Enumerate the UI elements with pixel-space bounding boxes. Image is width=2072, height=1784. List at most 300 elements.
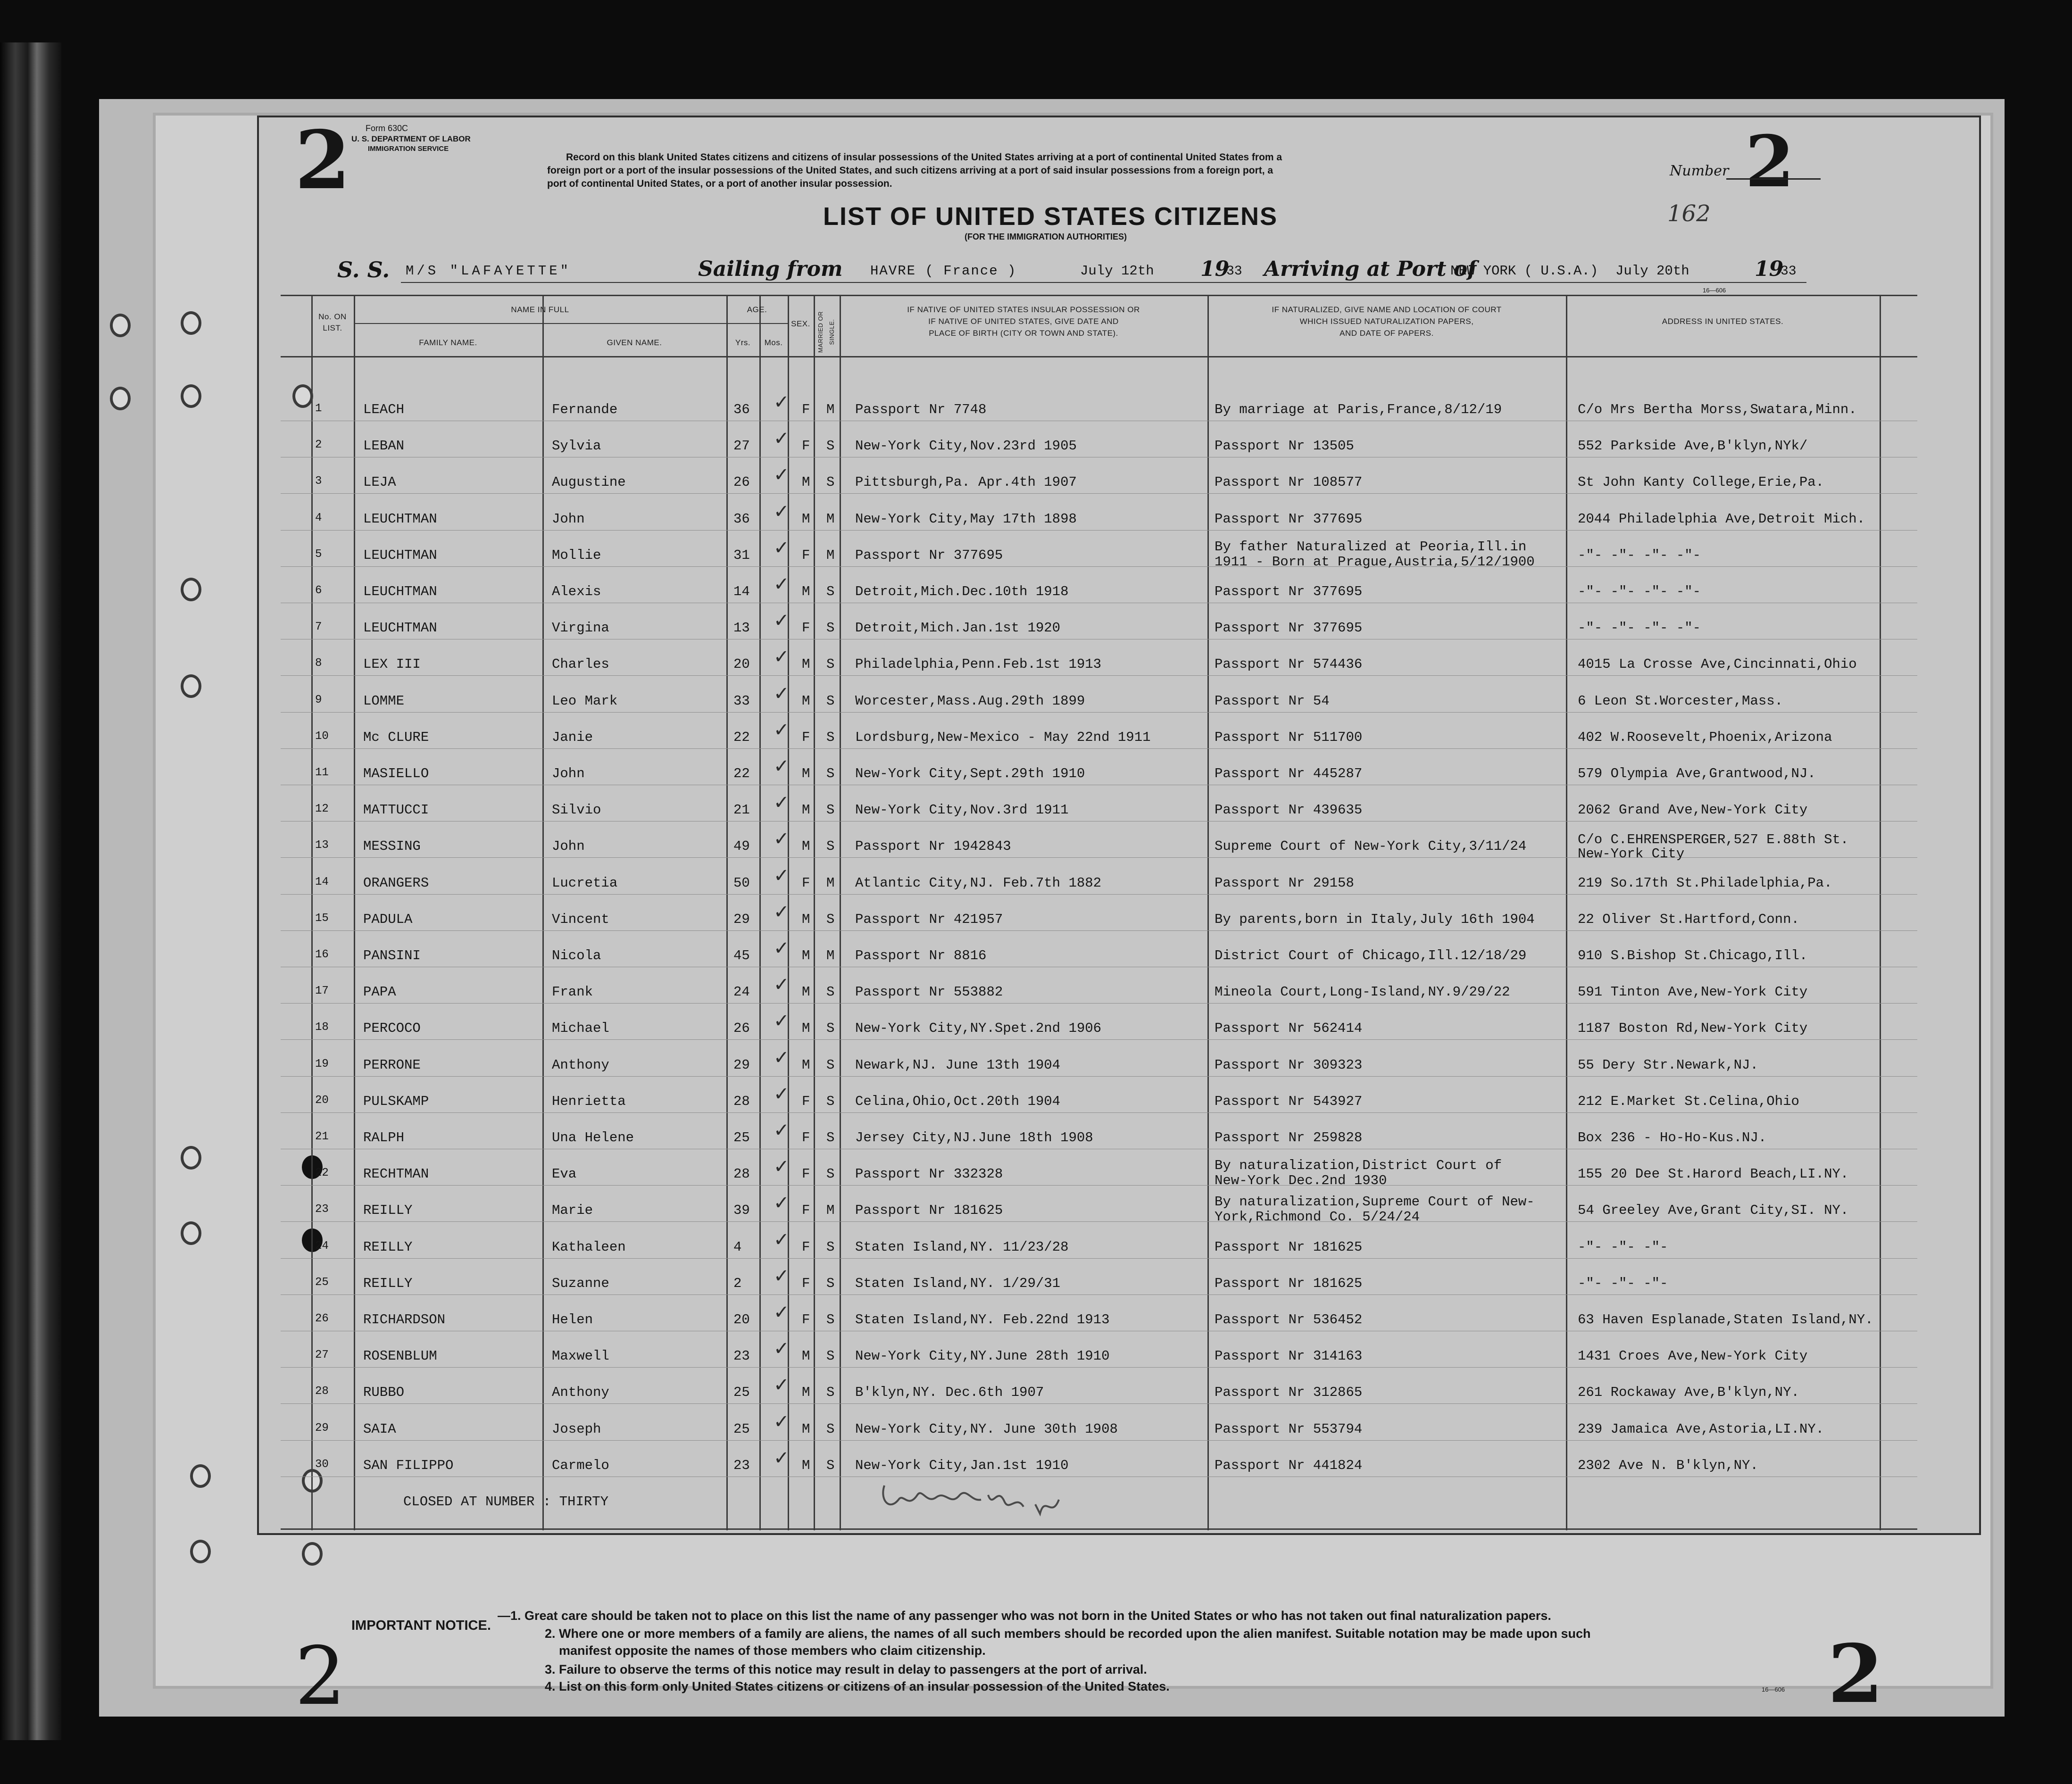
film-edge [0, 42, 61, 1740]
row-rule [281, 493, 1917, 494]
marital-status: S [826, 838, 835, 855]
column-rule [1207, 295, 1209, 1530]
marital-status: S [826, 1457, 835, 1473]
sheet-number-bottom-right: 2 [1828, 1627, 1884, 1721]
notice-item-4: 4. List on this form only United States citizens or citizens of an insular possession of the United States. [545, 1679, 1170, 1693]
family-name: REILLY [363, 1203, 413, 1219]
family-name: PANSINI [363, 948, 421, 963]
age-years: 24 [733, 984, 750, 1000]
sex: M [802, 984, 810, 1000]
row-rule [281, 1221, 1917, 1222]
given-name: Marie [552, 1203, 593, 1219]
sailing-year: 33 [1226, 264, 1242, 279]
list-number: 5 [315, 548, 322, 561]
list-number: 8 [315, 657, 322, 670]
marital-status: M [826, 511, 835, 527]
us-address: 910 S.Bishop St.Chicago,Ill. [1578, 948, 1808, 963]
family-name: MESSING [363, 838, 421, 855]
service-label: IMMIGRATION SERVICE [368, 145, 449, 153]
birth-info: B'klyn,NY. Dec.6th 1907 [855, 1385, 1044, 1401]
arriving-port: NEW YORK ( U.S.A.) [1450, 263, 1598, 279]
check-mark: ✓ [774, 428, 790, 450]
sex: F [802, 1312, 810, 1328]
sailing-year-prefix: 19 [1200, 257, 1230, 281]
given-name: Mollie [552, 547, 601, 563]
check-mark: ✓ [774, 901, 790, 923]
department-label: U. S. DEPARTMENT OF LABOR [351, 134, 471, 143]
age-subheader-rule [726, 323, 788, 324]
list-number: 7 [315, 621, 322, 634]
header-mos: Mos. [764, 338, 783, 347]
given-name: Silvio [552, 802, 601, 818]
us-address: 55 Dery Str.Newark,NJ. [1578, 1057, 1758, 1073]
marital-status: S [826, 1057, 835, 1073]
us-address: 63 Haven Esplanade,Staten Island,NY. [1578, 1312, 1873, 1328]
check-mark: ✓ [774, 1192, 790, 1214]
naturalization-info: Passport Nr 377695 [1215, 620, 1363, 636]
page-title: LIST OF UNITED STATES CITIZENS [823, 202, 1278, 231]
given-name: Suzanne [552, 1275, 609, 1291]
row-rule [281, 1185, 1917, 1186]
naturalization-info: Passport Nr 314163 [1215, 1348, 1363, 1364]
birth-info: Atlantic City,NJ. Feb.7th 1882 [855, 875, 1102, 891]
row-rule [281, 675, 1917, 676]
check-mark: ✓ [774, 1046, 790, 1069]
binder-hole [181, 578, 201, 601]
age-years: 25 [733, 1421, 750, 1437]
birth-info: Staten Island,NY. 1/29/31 [855, 1275, 1061, 1291]
marital-status: S [826, 1421, 835, 1437]
naturalization-info: Passport Nr 13505 [1215, 438, 1354, 454]
family-name: LEUCHTMAN [363, 584, 437, 599]
list-number: 4 [315, 511, 322, 524]
list-number: 6 [315, 584, 322, 597]
age-years: 45 [733, 948, 750, 963]
sex: F [802, 1203, 810, 1219]
binder-hole [181, 384, 201, 408]
binder-hole [181, 1221, 201, 1245]
family-name: LOMME [363, 693, 405, 709]
row-rule [281, 566, 1917, 567]
given-name: Joseph [552, 1421, 601, 1437]
us-address: Box 236 - Ho-Ho-Kus.NJ. [1578, 1130, 1767, 1145]
naturalization-info: Passport Nr 181625 [1215, 1275, 1363, 1291]
family-name: Mc CLURE [363, 729, 429, 745]
age-years: 25 [733, 1385, 750, 1401]
age-years: 21 [733, 802, 750, 818]
family-name: LEX III [363, 656, 421, 672]
naturalization-info-cont: New-York Dec.2nd 1930 [1215, 1173, 1387, 1189]
check-mark: ✓ [774, 938, 790, 959]
given-name: Leo Mark [552, 693, 618, 709]
naturalization-info: Passport Nr 562414 [1215, 1021, 1363, 1037]
sex: F [802, 402, 810, 417]
given-name: Kathaleen [552, 1239, 626, 1255]
given-name: Anthony [552, 1385, 609, 1401]
birth-info: Worcester,Mass.Aug.29th 1899 [855, 693, 1085, 709]
us-address: 6 Leon St.Worcester,Mass. [1578, 693, 1783, 709]
us-address: 2302 Ave N. B'klyn,NY. [1578, 1457, 1758, 1473]
us-address: 219 So.17th St.Philadelphia,Pa. [1578, 875, 1832, 891]
us-address: 22 Oliver St.Hartford,Conn. [1578, 911, 1799, 927]
given-name: Frank [552, 984, 593, 1000]
naturalization-info-cont: York,Richmond Co. 5/24/24 [1215, 1209, 1420, 1225]
naturalization-info: Passport Nr 54 [1215, 693, 1330, 709]
age-years: 25 [733, 1130, 750, 1145]
sex: F [802, 620, 810, 636]
closing-note: CLOSED AT NUMBER : THIRTY [403, 1494, 609, 1510]
age-years: 23 [733, 1457, 750, 1473]
binder-hole [190, 1540, 211, 1563]
column-rule [311, 295, 313, 1530]
marital-status: S [826, 1239, 835, 1255]
us-address: -"- -"- -"- -"- [1578, 620, 1701, 636]
sex: M [802, 802, 810, 818]
binder-hole [110, 387, 131, 410]
sheet-number-top: 2 [295, 113, 351, 207]
family-name: LEUCHTMAN [363, 547, 437, 563]
sex: F [802, 875, 810, 891]
birth-info: Passport Nr 553882 [855, 984, 1003, 1000]
marital-status: S [826, 656, 835, 672]
check-mark: ✓ [774, 1447, 790, 1469]
column-rule [759, 295, 761, 1530]
list-number: 27 [315, 1349, 329, 1362]
header-natur-line-3: AND DATE OF PAPERS. [1340, 329, 1434, 338]
age-years: 22 [733, 766, 750, 781]
given-name: Vincent [552, 911, 609, 927]
sex: M [802, 474, 810, 490]
family-name: ROSENBLUM [363, 1348, 437, 1364]
check-mark: ✓ [774, 537, 790, 559]
header-yrs: Yrs. [735, 338, 751, 347]
number-underline [1726, 178, 1821, 180]
sex: M [802, 584, 810, 599]
family-name: LEUCHTMAN [363, 620, 437, 636]
column-rule [1566, 295, 1567, 1530]
sex: M [802, 1385, 810, 1401]
header-no-on-list: No. ON LIST. [318, 312, 347, 332]
age-years: 27 [733, 438, 750, 454]
table-bottom-rule [281, 1528, 1917, 1530]
us-address: 2044 Philadelphia Ave,Detroit Mich. [1578, 511, 1865, 527]
sex: M [802, 1348, 810, 1364]
birth-info: Staten Island,NY. 11/23/28 [855, 1239, 1069, 1255]
header-family-name: FAMILY NAME. [419, 338, 477, 347]
us-address: -"- -"- -"- -"- [1578, 584, 1701, 599]
sex: M [802, 1057, 810, 1073]
marital-status: S [826, 438, 835, 454]
check-mark: ✓ [774, 1302, 790, 1323]
check-mark: ✓ [774, 1010, 790, 1032]
birth-info: New-York City,NY. June 30th 1908 [855, 1421, 1118, 1437]
sex: M [802, 1457, 810, 1473]
sex: F [802, 438, 810, 454]
header-birth-line-2: IF NATIVE OF UNITED STATES, GIVE DATE AND [928, 317, 1119, 326]
sex: M [802, 948, 810, 963]
list-number: 24 [315, 1239, 329, 1253]
header-natur-line-1: IF NATURALIZED, GIVE NAME AND LOCATION OF COURT [1272, 305, 1502, 314]
age-years: 13 [733, 620, 750, 636]
naturalization-info: Passport Nr 543927 [1215, 1093, 1363, 1109]
check-mark: ✓ [774, 1411, 790, 1433]
check-mark: ✓ [774, 1265, 790, 1287]
family-name: RUBBO [363, 1385, 405, 1401]
family-name: RECHTMAN [363, 1166, 429, 1182]
sex: F [802, 1130, 810, 1145]
given-name: Michael [552, 1021, 609, 1037]
birth-info: Passport Nr 1942843 [855, 838, 1011, 855]
header-birth-line-1: IF NATIVE OF UNITED STATES INSULAR POSSESSION OR [907, 305, 1140, 314]
arriving-year: 33 [1781, 264, 1797, 279]
given-name: John [552, 766, 585, 781]
naturalization-info: District Court of Chicago,Ill.12/18/29 [1215, 948, 1527, 963]
naturalization-info: By naturalization,District Court of [1215, 1158, 1502, 1174]
check-mark: ✓ [774, 1083, 790, 1105]
us-address: 261 Rockaway Ave,B'klyn,NY. [1578, 1385, 1799, 1401]
us-address: -"- -"- -"- [1578, 1239, 1668, 1255]
check-mark: ✓ [774, 792, 790, 814]
pencil-signature [875, 1467, 1073, 1528]
marital-status: S [826, 729, 835, 745]
given-name: Alexis [552, 584, 601, 599]
birth-info: New-York City,May 17th 1898 [855, 511, 1077, 527]
page-subtitle: (FOR THE IMMIGRATION AUTHORITIES) [965, 232, 1127, 241]
us-address: 4015 La Crosse Ave,Cincinnati,Ohio [1578, 656, 1857, 672]
age-years: 36 [733, 402, 750, 417]
list-number: 17 [315, 985, 329, 998]
family-name: RICHARDSON [363, 1312, 446, 1328]
birth-info: Detroit,Mich.Jan.1st 1920 [855, 620, 1061, 636]
row-rule [281, 1440, 1917, 1441]
birth-info: Passport Nr 421957 [855, 911, 1003, 927]
check-mark: ✓ [774, 719, 790, 741]
list-number: 28 [315, 1385, 329, 1398]
list-number: 29 [315, 1421, 329, 1435]
age-years: 33 [733, 693, 750, 709]
form-number: Form 630C [366, 124, 408, 133]
family-name: PERCOCO [363, 1021, 421, 1037]
sex: M [802, 766, 810, 781]
row-rule [281, 1403, 1917, 1404]
naturalization-info: Passport Nr 574436 [1215, 656, 1363, 672]
header-birth-line-3: PLACE OF BIRTH (CITY OR TOWN AND STATE). [929, 329, 1118, 338]
age-years: 23 [733, 1348, 750, 1364]
instructions-line-1: Record on this blank United States citizens and citizens of insular possessions of the United States arriving at a port of continental United States from a [566, 152, 1282, 163]
number-value: 2 [1745, 120, 1795, 203]
marital-status: S [826, 1021, 835, 1037]
instructions-line-3: port of continental United States, or a port of another insular possession. [547, 178, 892, 189]
marital-status: M [826, 1203, 835, 1219]
sex: F [802, 1275, 810, 1291]
us-address: St John Kanty College,Erie,Pa. [1578, 474, 1824, 490]
given-name: Nicola [552, 948, 601, 963]
list-number: 14 [315, 875, 329, 888]
row-rule [281, 1258, 1917, 1259]
binder-hole [181, 1146, 201, 1170]
check-mark: ✓ [774, 755, 790, 777]
list-number: 30 [315, 1458, 329, 1471]
birth-info: Philadelphia,Penn.Feb.1st 1913 [855, 656, 1102, 672]
row-rule [281, 930, 1917, 931]
us-address: 402 W.Roosevelt,Phoenix,Arizona [1578, 729, 1832, 745]
birth-info: Lordsburg,New-Mexico - May 22nd 1911 [855, 729, 1151, 745]
list-number: 10 [315, 730, 329, 743]
ship-name: M/S "LAFAYETTE" [406, 263, 572, 279]
naturalization-info: Passport Nr 29158 [1215, 875, 1354, 891]
us-address: 2062 Grand Ave,New-York City [1578, 802, 1808, 818]
notice-item-3: 3. Failure to observe the terms of this notice may result in delay to passengers at the port of arrival. [545, 1662, 1147, 1676]
given-name: Fernande [552, 402, 618, 417]
given-name: John [552, 838, 585, 855]
age-years: 26 [733, 1021, 750, 1037]
age-years: 22 [733, 729, 750, 745]
us-address: 155 20 Dee St.Harord Beach,LI.NY. [1578, 1166, 1849, 1182]
sheet-number-bottom-left: 2 [295, 1630, 346, 1723]
list-number: 11 [315, 766, 329, 779]
naturalization-info: By marriage at Paris,France,8/12/19 [1215, 402, 1502, 417]
naturalization-info: Supreme Court of New-York City,3/11/24 [1215, 838, 1527, 855]
age-years: 2 [733, 1275, 742, 1291]
naturalization-info: Passport Nr 181625 [1215, 1239, 1363, 1255]
marital-status: S [826, 1166, 835, 1182]
age-years: 31 [733, 547, 750, 563]
age-years: 20 [733, 656, 750, 672]
age-years: 49 [733, 838, 750, 855]
given-name: Sylvia [552, 438, 601, 454]
age-years: 50 [733, 875, 750, 891]
family-name: LEJA [363, 474, 396, 490]
notice-item-2a: 2. Where one or more members of a family are aliens, the names of all such members should be recorded upon the alien manifest. Suitable notation may be made upon such [545, 1626, 1591, 1641]
sex: M [802, 693, 810, 709]
sex: F [802, 729, 810, 745]
family-name: SAIA [363, 1421, 396, 1437]
family-name: MATTUCCI [363, 802, 429, 818]
sex: F [802, 1239, 810, 1255]
row-rule [281, 1294, 1917, 1295]
marital-status: S [826, 693, 835, 709]
marital-status: M [826, 402, 835, 417]
birth-info: Jersey City,NJ.June 18th 1908 [855, 1130, 1093, 1145]
sex: M [802, 838, 810, 855]
age-years: 28 [733, 1093, 750, 1109]
sex: F [802, 547, 810, 563]
binder-hole [181, 311, 201, 335]
marital-status: M [826, 547, 835, 563]
given-name: Virgina [552, 620, 609, 636]
check-mark: ✓ [774, 682, 790, 705]
arriving-date: July 20th [1615, 263, 1689, 279]
naturalization-info: Passport Nr 439635 [1215, 802, 1363, 818]
list-number: 9 [315, 693, 322, 706]
naturalization-info: Passport Nr 377695 [1215, 511, 1363, 527]
header-natur-line-2: WHICH ISSUED NATURALIZATION PAPERS, [1299, 317, 1474, 326]
sex: M [802, 511, 810, 527]
us-address: 212 E.Market St.Celina,Ohio [1578, 1093, 1799, 1109]
row-rule [281, 894, 1917, 895]
check-mark: ✓ [774, 974, 790, 996]
given-name: John [552, 511, 585, 527]
given-name: Henrietta [552, 1093, 626, 1109]
binder-hole [302, 1542, 323, 1566]
marital-status: S [826, 620, 835, 636]
family-name: MASIELLO [363, 766, 429, 781]
list-number: 3 [315, 475, 322, 488]
corner-code: 16—606 [1703, 287, 1726, 294]
us-address: C/o C.EHRENSPERGER,527 E.88th St. [1578, 832, 1849, 848]
number-label: Number [1670, 163, 1729, 179]
us-address: -"- -"- -"- [1578, 1275, 1668, 1291]
row-rule [281, 1039, 1917, 1040]
list-number: 1 [315, 402, 322, 415]
us-address: 239 Jamaica Ave,Astoria,LI.NY. [1578, 1421, 1824, 1437]
check-mark: ✓ [774, 391, 790, 413]
row-rule [281, 748, 1917, 749]
check-mark: ✓ [774, 464, 790, 486]
list-number: 18 [315, 1021, 329, 1034]
list-number: 20 [315, 1094, 329, 1107]
naturalization-info: By naturalization,Supreme Court of New- [1215, 1194, 1535, 1210]
arriving-label: Arriving at Port of [1264, 257, 1477, 281]
naturalization-info: Passport Nr 108577 [1215, 474, 1363, 490]
given-name: Janie [552, 729, 593, 745]
list-number: 13 [315, 839, 329, 852]
birth-info: Celina,Ohio,Oct.20th 1904 [855, 1093, 1061, 1109]
birth-info: Passport Nr 377695 [855, 547, 1003, 563]
row-rule [281, 712, 1917, 713]
birth-info: Passport Nr 8816 [855, 948, 987, 963]
check-mark: ✓ [774, 1374, 790, 1396]
birth-info: New-York City,Jan.1st 1910 [855, 1457, 1069, 1473]
family-name: RALPH [363, 1130, 405, 1145]
age-years: 4 [733, 1239, 742, 1255]
marital-status: S [826, 1275, 835, 1291]
naturalization-info: Passport Nr 309323 [1215, 1057, 1363, 1073]
check-mark: ✓ [774, 828, 790, 850]
family-name: REILLY [363, 1275, 413, 1291]
arriving-year-prefix: 19 [1755, 257, 1784, 281]
row-rule [281, 530, 1917, 531]
header-name-in-full: NAME IN FULL [511, 305, 569, 314]
sex: F [802, 1093, 810, 1109]
age-years: 28 [733, 1166, 750, 1182]
us-address: 591 Tinton Ave,New-York City [1578, 984, 1808, 1000]
naturalization-info: Passport Nr 259828 [1215, 1130, 1363, 1145]
naturalization-info-cont: 1911 - Born at Prague,Austria,5/12/1900 [1215, 554, 1535, 570]
column-rule [726, 295, 728, 1530]
age-years: 26 [733, 474, 750, 490]
list-number: 19 [315, 1057, 329, 1070]
marital-status: S [826, 474, 835, 490]
age-years: 29 [733, 911, 750, 927]
family-name: LEUCHTMAN [363, 511, 437, 527]
us-address: 552 Parkside Ave,B'klyn,NYk/ [1578, 438, 1808, 454]
list-number: 25 [315, 1276, 329, 1289]
sex: M [802, 656, 810, 672]
birth-info: Detroit,Mich.Dec.10th 1918 [855, 584, 1069, 599]
check-mark: ✓ [774, 1120, 790, 1141]
marital-status: S [826, 984, 835, 1000]
birth-info: Passport Nr 332328 [855, 1166, 1003, 1182]
sex: M [802, 1021, 810, 1037]
birth-info: Staten Island,NY. Feb.22nd 1913 [855, 1312, 1110, 1328]
marital-status: M [826, 948, 835, 963]
birth-info: New-York City,Nov.23rd 1905 [855, 438, 1077, 454]
check-mark: ✓ [774, 1338, 790, 1360]
naturalization-info: By parents,born in Italy,July 16th 1904 [1215, 911, 1535, 927]
notice-heading: IMPORTANT NOTICE. [351, 1618, 491, 1633]
birth-info: Passport Nr 7748 [855, 402, 987, 417]
